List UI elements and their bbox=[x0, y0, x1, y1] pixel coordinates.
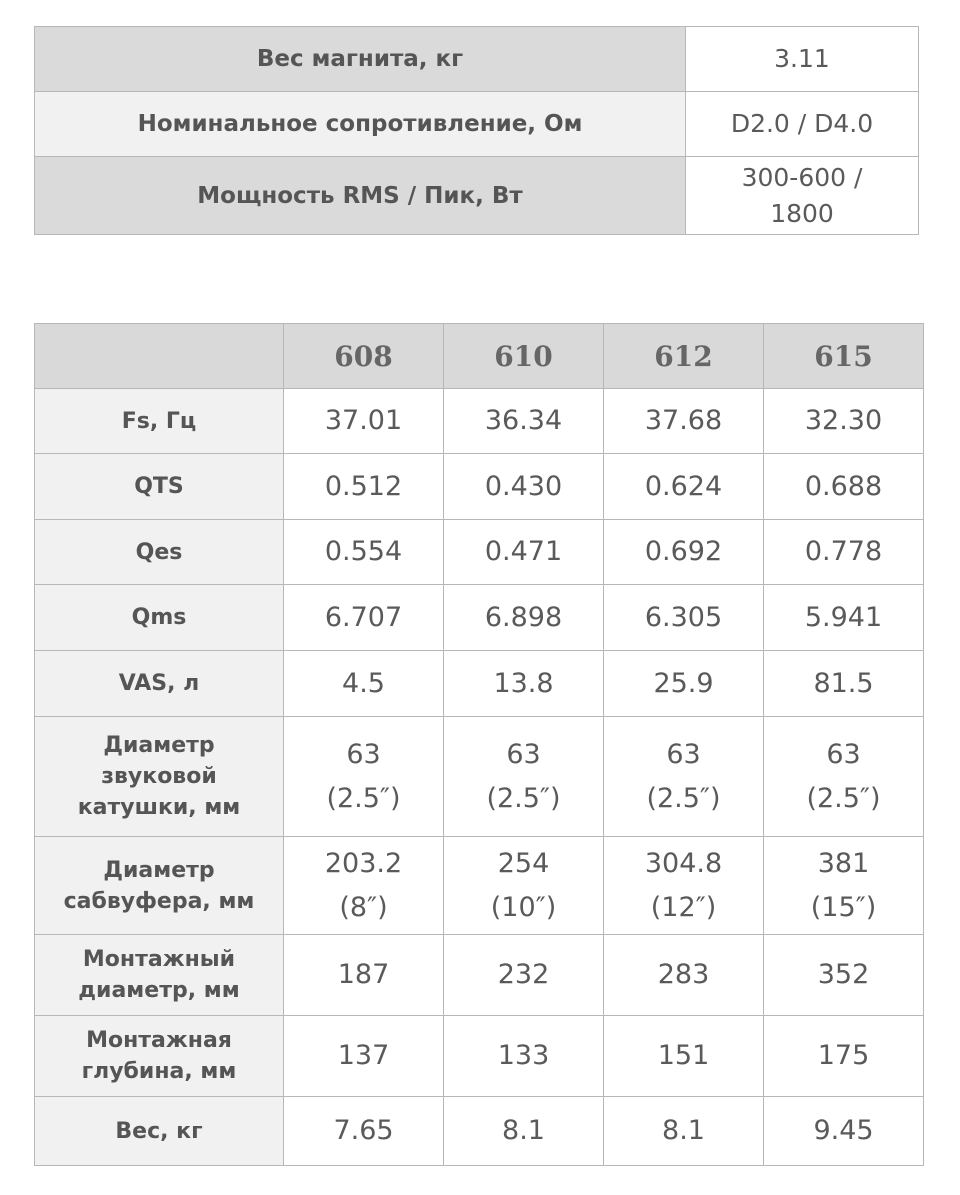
table-row bbox=[35, 520, 924, 585]
row-label-weight: Вес, кг bbox=[35, 1097, 284, 1166]
cell-line: 63 bbox=[826, 738, 861, 770]
table-cell: 32.30 bbox=[764, 389, 924, 454]
row-label-vas: VAS, л bbox=[35, 651, 284, 717]
table-cell: 37.01 bbox=[284, 389, 444, 454]
table-cell: 0.778 bbox=[764, 520, 924, 585]
label-line: Диаметр bbox=[103, 857, 215, 883]
label-line: сабвуфера, мм bbox=[63, 888, 255, 914]
header-model-612: 612 bbox=[604, 324, 764, 389]
header-model-608: 608 bbox=[284, 324, 444, 389]
value-line: 300-600 / bbox=[741, 162, 863, 192]
value-line: 1800 bbox=[770, 198, 834, 228]
table-cell: 36.34 bbox=[444, 389, 604, 454]
table-cell: 0.430 bbox=[444, 454, 604, 520]
table-cell: 8.1 bbox=[444, 1097, 604, 1166]
table-row bbox=[35, 27, 919, 92]
cell-line: (8″) bbox=[339, 891, 388, 923]
label-line: диаметр, мм bbox=[78, 978, 240, 1003]
label-line: Монтажная bbox=[86, 1028, 232, 1053]
row-label-qes: Qes bbox=[35, 520, 284, 585]
table-cell bbox=[444, 717, 604, 837]
table-cell: 6.707 bbox=[284, 585, 444, 651]
table-cell: 0.692 bbox=[604, 520, 764, 585]
row-label-fs: Fs, Гц bbox=[35, 389, 284, 454]
header-model-610: 610 bbox=[444, 324, 604, 389]
table-row bbox=[35, 1016, 924, 1097]
table-cell: 352 bbox=[764, 935, 924, 1016]
table-cell: 5.941 bbox=[764, 585, 924, 651]
header-row bbox=[35, 324, 924, 389]
table-cell: 0.688 bbox=[764, 454, 924, 520]
table-cell: 25.9 bbox=[604, 651, 764, 717]
table-cell: 0.554 bbox=[284, 520, 444, 585]
table-cell: 137 bbox=[284, 1016, 444, 1097]
table-cell: 6.305 bbox=[604, 585, 764, 651]
row-label-power: Мощность RMS / Пик, Вт bbox=[35, 157, 686, 235]
table-cell bbox=[764, 837, 924, 935]
table-cell: 175 bbox=[764, 1016, 924, 1097]
cell-line: 304.8 bbox=[644, 847, 723, 879]
table-row bbox=[35, 1097, 924, 1166]
table-cell bbox=[604, 837, 764, 935]
table-row bbox=[35, 935, 924, 1016]
table-row bbox=[35, 92, 919, 157]
row-label-mounting-depth bbox=[35, 1016, 284, 1097]
cell-line: 63 bbox=[666, 738, 701, 770]
label-line: Диаметр bbox=[103, 733, 215, 758]
table-cell bbox=[764, 717, 924, 837]
cell-line: (2.5″) bbox=[806, 782, 881, 814]
table-cell: 151 bbox=[604, 1016, 764, 1097]
value-impedance: D2.0 / D4.0 bbox=[686, 92, 919, 157]
header-empty-cell bbox=[35, 324, 284, 389]
table-row bbox=[35, 837, 924, 935]
table-cell: 6.898 bbox=[444, 585, 604, 651]
header-model-615: 615 bbox=[764, 324, 924, 389]
cell-line: (2.5″) bbox=[646, 782, 721, 814]
table-cell: 0.471 bbox=[444, 520, 604, 585]
row-label-qms: Qms bbox=[35, 585, 284, 651]
table-cell: 7.65 bbox=[284, 1097, 444, 1166]
table-cell: 8.1 bbox=[604, 1097, 764, 1166]
row-label-mounting-diameter bbox=[35, 935, 284, 1016]
table-row bbox=[35, 157, 919, 235]
label-line: катушки, мм bbox=[77, 795, 241, 820]
table-row bbox=[35, 717, 924, 837]
table-cell: 0.512 bbox=[284, 454, 444, 520]
label-line: Монтажный bbox=[82, 947, 236, 972]
table-cell bbox=[284, 717, 444, 837]
cell-line: (15″) bbox=[810, 891, 877, 923]
value-magnet-weight: 3.11 bbox=[686, 27, 919, 92]
table-cell: 81.5 bbox=[764, 651, 924, 717]
label-line: глубина, мм bbox=[81, 1059, 237, 1084]
row-label-impedance: Номинальное сопротивление, Ом bbox=[35, 92, 686, 157]
table-cell: 133 bbox=[444, 1016, 604, 1097]
cell-line: 254 bbox=[497, 847, 550, 879]
cell-line: (12″) bbox=[650, 891, 717, 923]
table-row bbox=[35, 454, 924, 520]
cell-line: 203.2 bbox=[324, 847, 403, 879]
table-cell: 13.8 bbox=[444, 651, 604, 717]
cell-line: 63 bbox=[346, 738, 381, 770]
table-cell: 0.624 bbox=[604, 454, 764, 520]
row-label-magnet-weight: Вес магнита, кг bbox=[35, 27, 686, 92]
cell-line: (2.5″) bbox=[326, 782, 401, 814]
table-cell bbox=[604, 717, 764, 837]
cell-line: (10″) bbox=[490, 891, 557, 923]
table-cell: 232 bbox=[444, 935, 604, 1016]
label-line: звуковой bbox=[101, 764, 217, 789]
cell-line: (2.5″) bbox=[486, 782, 561, 814]
row-label-subwoofer-diameter bbox=[35, 837, 284, 935]
magnet-power-table bbox=[34, 26, 919, 235]
table-cell: 37.68 bbox=[604, 389, 764, 454]
cell-line: 381 bbox=[817, 847, 870, 879]
table-row bbox=[35, 651, 924, 717]
table-cell: 9.45 bbox=[764, 1097, 924, 1166]
table-cell bbox=[284, 837, 444, 935]
thiele-small-spec-table bbox=[34, 323, 924, 1166]
value-power bbox=[686, 157, 919, 235]
table-cell: 4.5 bbox=[284, 651, 444, 717]
cell-line: 63 bbox=[506, 738, 541, 770]
table-row bbox=[35, 585, 924, 651]
table-cell: 187 bbox=[284, 935, 444, 1016]
table-row bbox=[35, 389, 924, 454]
row-label-voice-coil-diameter bbox=[35, 717, 284, 837]
table-cell bbox=[444, 837, 604, 935]
row-label-qts: QTS bbox=[35, 454, 284, 520]
table-cell: 283 bbox=[604, 935, 764, 1016]
